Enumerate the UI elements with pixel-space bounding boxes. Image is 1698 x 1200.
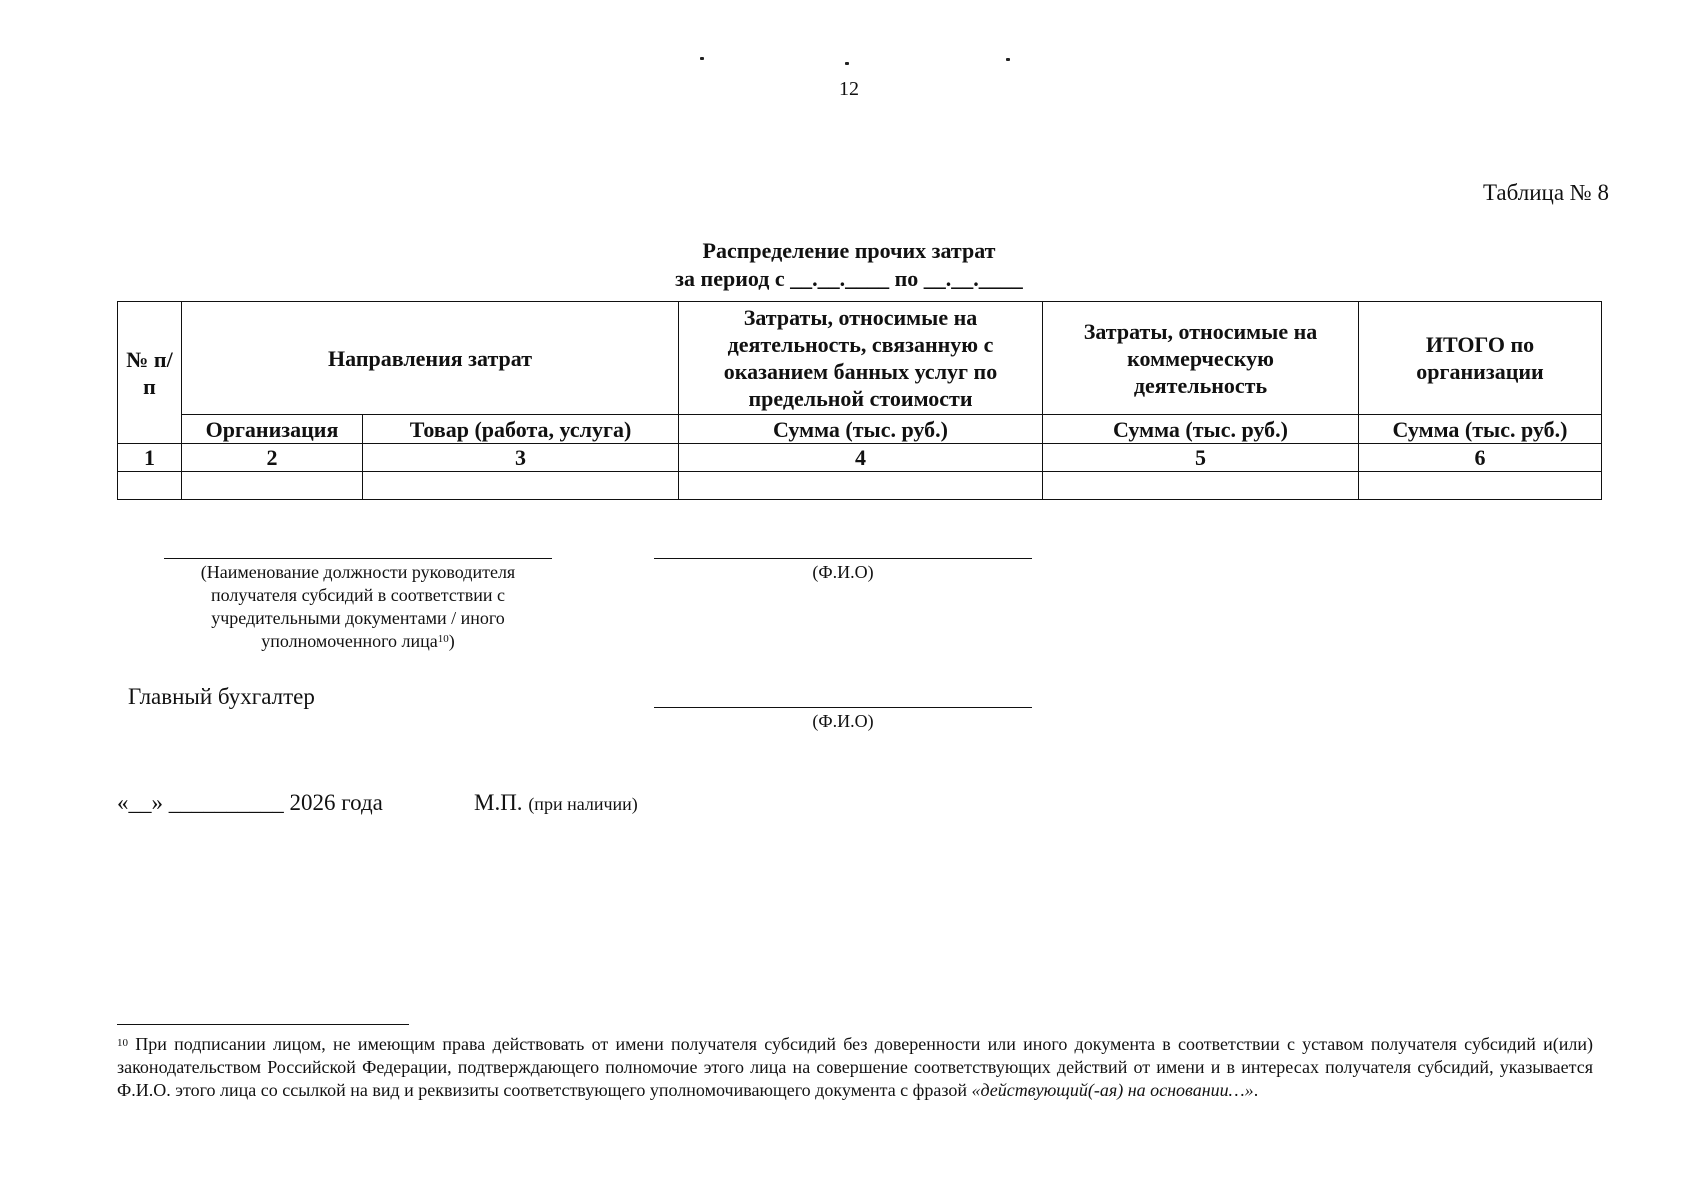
column-number: 4: [679, 444, 1043, 472]
title-line-2: за период с __.__.____ по __.__.____: [675, 266, 1023, 291]
header-bath-costs: Затраты, относимые на деятельность, связанную с оказанием банных услуг по предельной стоимости: [679, 302, 1043, 415]
chief-accountant-label: Главный бухгалтер: [128, 684, 315, 709]
column-number-row: [118, 444, 1602, 472]
signature-date: [117, 790, 383, 816]
table-row: [118, 472, 1602, 500]
head-caption-text: (Наименование должности руководителя получателя субсидий в соответствии с учредительными документами / иного уполномоченного лица: [200, 562, 516, 651]
subheader-sum-total: Сумма (тыс. руб.): [1359, 415, 1602, 444]
table-cell[interactable]: [679, 472, 1043, 500]
chief-accountant-line: [654, 707, 1032, 708]
table-cell[interactable]: [1359, 472, 1602, 500]
footnote-ref: 10: [437, 633, 449, 645]
table-cell[interactable]: [363, 472, 679, 500]
column-number: 3: [363, 444, 679, 472]
cost-distribution-table: [117, 301, 1602, 500]
page-number: 12: [839, 78, 859, 100]
head-caption-close: ): [448, 631, 455, 651]
footnote-separator: [117, 1024, 409, 1025]
subheader-organization: Организация: [182, 415, 363, 444]
scan-speck: [700, 57, 704, 60]
table-cell[interactable]: [182, 472, 363, 500]
header-total: ИТОГО по организации: [1359, 302, 1602, 415]
table-cell[interactable]: [1043, 472, 1359, 500]
header-directions: Направления затрат: [182, 302, 679, 415]
table-subheader-row: [118, 415, 1602, 444]
subheader-sum-bath: Сумма (тыс. руб.): [679, 415, 1043, 444]
subheader-sum-commercial: Сумма (тыс. руб.): [1043, 415, 1359, 444]
column-number: 5: [1043, 444, 1359, 472]
head-position-line: [164, 558, 552, 559]
footnote-end: .: [1253, 1080, 1259, 1100]
fio-caption-2: (Ф.И.О): [812, 711, 874, 731]
header-commercial-costs: Затраты, относимые на коммерческую деятельность: [1043, 302, 1359, 415]
header-num: № п/п: [118, 302, 182, 444]
date-blank[interactable]: «__» __________: [117, 790, 290, 815]
document-title: [0, 237, 1698, 293]
column-number: 6: [1359, 444, 1602, 472]
footnote: [117, 1033, 1593, 1102]
head-signature-line: [654, 558, 1032, 559]
head-position-caption: [164, 561, 552, 653]
table-number: Таблица № 8: [1482, 180, 1609, 205]
title-line-1: Распределение прочих затрат: [702, 238, 996, 263]
subheader-goods: Товар (работа, услуга): [363, 415, 679, 444]
column-number: 2: [182, 444, 363, 472]
table-header-row: [118, 302, 1602, 415]
footnote-quote: «действующий(-ая) на основании…»: [971, 1080, 1254, 1100]
footnote-text: При подписании лицом, не имеющим права действовать от имени получателя субсидий без доверенности или иного документа в соответствии с уставом получателя субсидий и(или) законодательством Российской Федерации, подтверждающего полномочие этого лица на совершение соответствующих действий от имени и в интересах получателя субсидий, указывается Ф.И.О. этого лица со ссылкой на вид и реквизиты соответствующего уполномочивающего документа с фразой: [117, 1034, 1594, 1100]
column-number: 1: [118, 444, 182, 472]
fio-caption-1: (Ф.И.О): [812, 562, 874, 582]
scan-speck: [1006, 58, 1010, 61]
stamp-label: М.П.: [474, 790, 523, 815]
scan-speck: [845, 62, 849, 65]
stamp-note: (при наличии): [528, 794, 638, 814]
footnote-marker: 10: [117, 1037, 128, 1049]
date-year: 2026 года: [289, 790, 383, 815]
table-cell[interactable]: [118, 472, 182, 500]
stamp-placeholder: [474, 790, 638, 816]
